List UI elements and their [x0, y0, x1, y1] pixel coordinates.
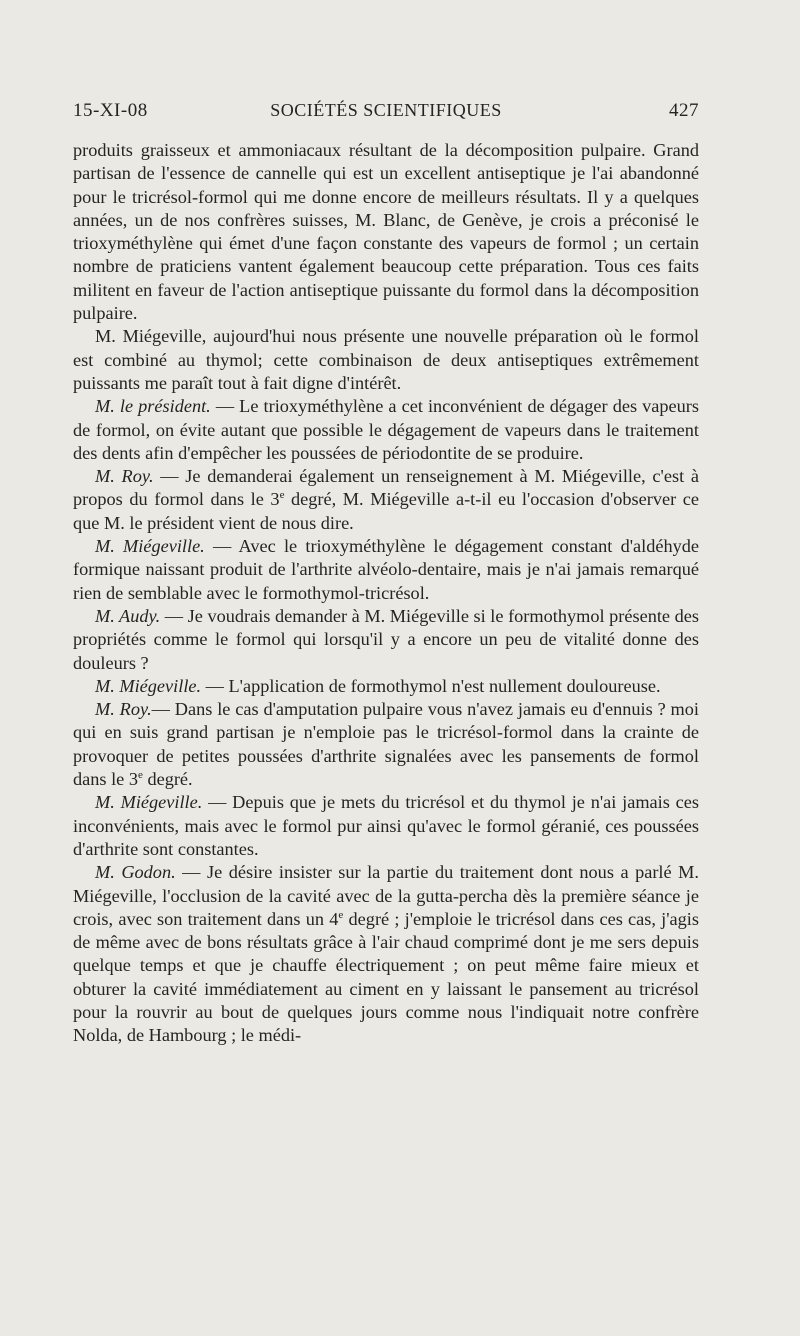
paragraph: M. le président. — Le trioxyméthylène a cet inconvénient de dégager des vapeurs de formol, on évite autant que possible le dégagement de vapeurs dans le traitement des dents afin d'empêcher les poussées de périodontite de se produire. — [73, 396, 699, 463]
speaker-name: M. Miégeville. — [95, 675, 202, 696]
running-title: SOCIÉTÉS SCIENTIFIQUES — [270, 100, 502, 120]
paragraph: M. Audy. — Je voudrais demander à M. Miégeville si le formothymol présente des propriétés comme le formol qui lorsqu'il y a encore un peu de vitalité donne des douleurs ? — [73, 605, 700, 673]
speaker-name: M. Godon. — [95, 862, 176, 883]
paragraph: M. Miégeville. — Avec le trioxyméthylène le dégagement constant d'aldéhyde formique naissant produit de l'arthrite alvéolo-dentaire, mais je n'ai jamais remarqué rien de semblable avec le formothymol-tricrésol. — [73, 536, 699, 603]
speaker-name: M. Miégeville. — [95, 792, 203, 813]
paragraph: M. Roy.— Dans le cas d'amputation pulpaire vous n'avez jamais eu d'ennuis ? moi qui en suis grand partisan je n'emploie pas le tricrésol-formol dans la crainte de provoquer de petites poussées d'arthrite signalées avec les pansements de formol dans le 3e degré. — [73, 699, 699, 790]
paragraph: M. Miégeville. — L'application de formothymol n'est nullement douloureuse. — [95, 675, 661, 696]
speaker-name: M. le président. — [95, 396, 211, 417]
speaker-name: M. Roy. — [95, 699, 152, 720]
speaker-name: M. Audy. — [95, 605, 161, 626]
body-text — [73, 139, 699, 1048]
page-header — [73, 100, 699, 130]
paragraph: M. Miégeville. — Depuis que je mets du tricrésol et du thymol je n'ai jamais ces inconvénients, mais avec le formol pur ainsi qu'avec le formol géranié, ces poussées d'arthrite sont constantes. — [73, 792, 699, 859]
paragraph: M. Roy. — Je demanderai également un renseignement à M. Miégeville, c'est à propos du formol dans le 3e degré, M. Miégeville a-t-il eu l'occasion d'observer ce que M. le président vient de nous dire. — [73, 466, 700, 533]
speaker-name: M. Roy. — [95, 466, 154, 487]
paragraph: M. Miégeville, aujourd'hui nous présente une nouvelle préparation où le formol est combiné au thymol; cette combinaison de deux antiseptiques extrêmement puissants me paraît tout à fait digne d'intérêt. — [73, 326, 699, 393]
paragraph: produits graisseux et ammoniacaux résultant de la décomposition pulpaire. Grand partisan de l'essence de cannelle qui est un excellent antiseptique je l'ai abandonné pour le tricrésol-formol qui me donne encore de meilleurs résultats. Il y a quelques années, un de nos confrères suisses, M. Blanc, de Genève, je crois a préconisé le trioxyméthylène qui émet d'une façon constante des vapeurs de formol ; un certain nombre de praticiens vantent également beaucoup cette préparation. Tous ces faits militent en faveur de l'action antiseptique puissante du formol dans la décomposition pulpaire. — [73, 140, 699, 324]
paragraph: M. Godon. — Je désire insister sur la partie du traitement dont nous a parlé M. Miégeville, l'occlusion de la cavité avec de la gutta-percha dès la première séance je crois, avec son traitement dans un 4e degré ; j'emploie le tricrésol dans ces cas, j'agis de même avec de bons résultats grâce à l'air chaud comprimé dont je me sers depuis quelque temps et que je chauffe électriquement ; on peut même faire mieux et obturer la cavité immédiatement au ciment en y laissant le pansement au tricrésol pour la rouvrir au bout de quelques jours comme nous l'indiquait notre confrère Nolda, de Hambourg ; le médi- — [73, 862, 700, 1046]
speaker-name: M. Miégeville. — [95, 536, 205, 557]
page-number: 427 — [669, 100, 699, 121]
header-date: 15-XI-08 — [73, 100, 148, 121]
